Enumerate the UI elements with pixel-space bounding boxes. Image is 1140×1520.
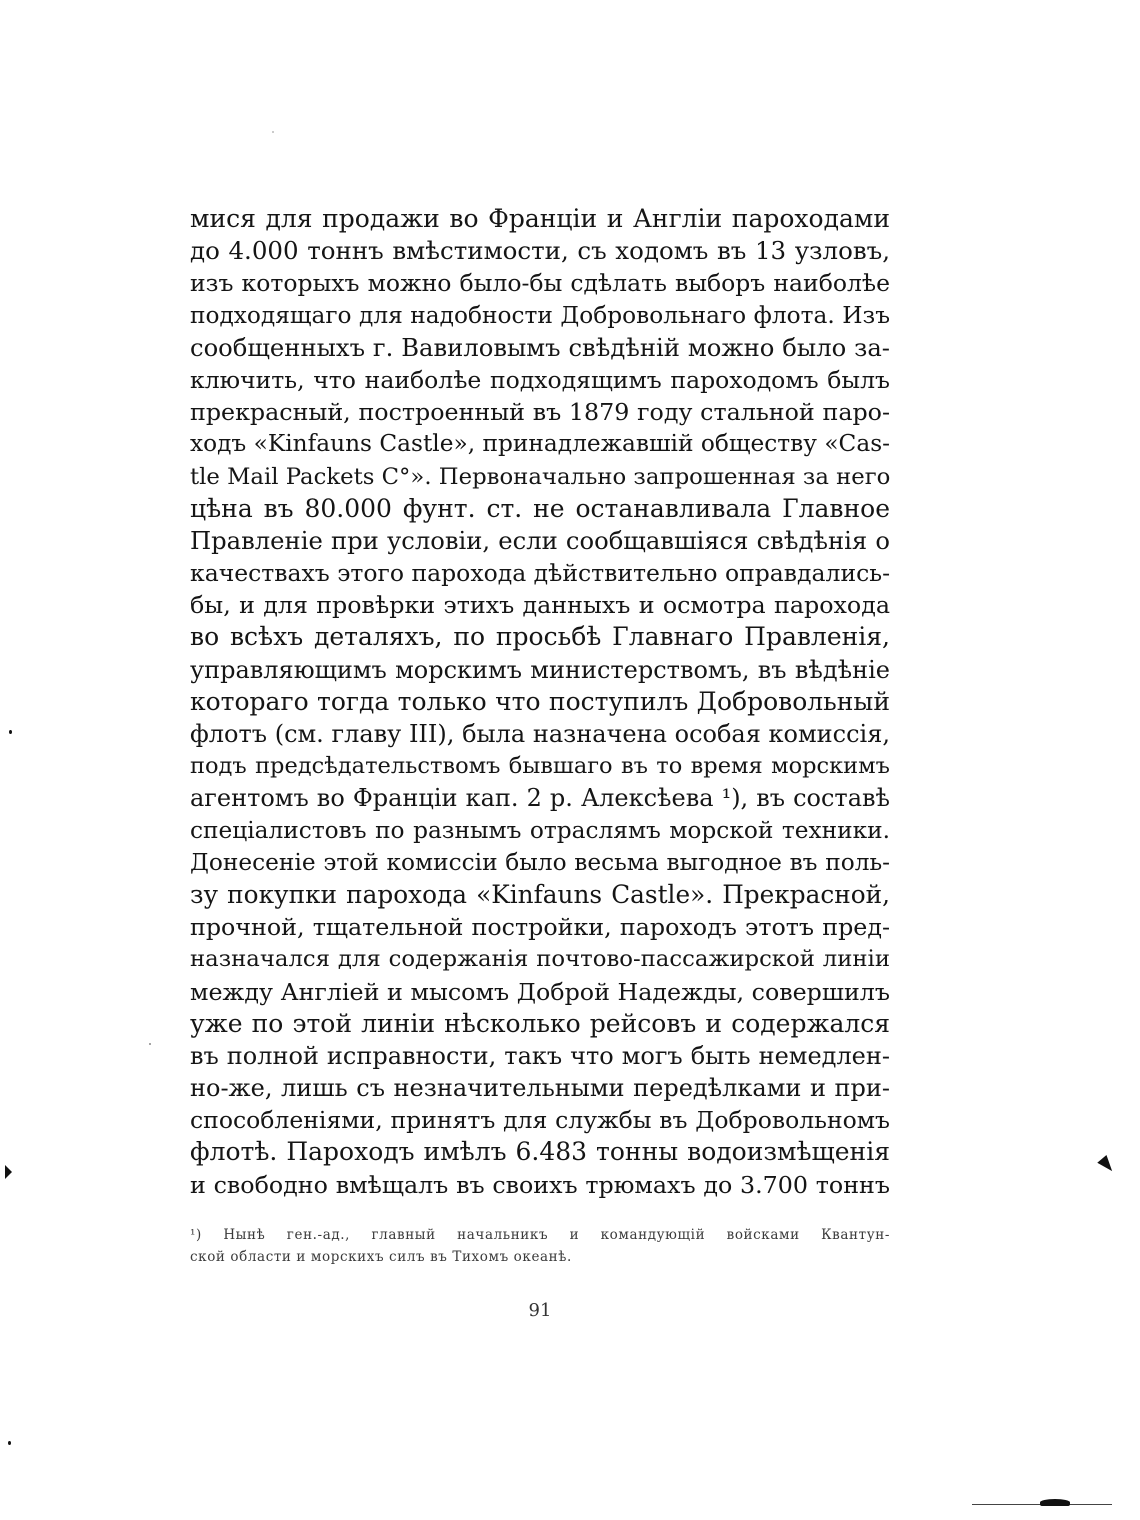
text-line: зу покупки парохода «Kinfauns Castle». Прекрасной, bbox=[190, 879, 890, 909]
text-line: Донесеніе этой комиссіи было весьма выгодное въ поль- bbox=[190, 848, 890, 876]
footnote-line: ¹) Нынѣ ген.-ад., главный начальникъ и командующій войсками Квантун- bbox=[190, 1227, 890, 1243]
text-line: способленіями, принятъ для службы въ Добровольномъ bbox=[190, 1106, 890, 1135]
text-line: качествахъ этого парохода дѣйствительно оправдались- bbox=[190, 559, 891, 588]
text-line: мися для продажи во Франціи и Англіи пароходами bbox=[190, 204, 890, 233]
text-line: tle Mail Packets C°». Первоначально запрошенная за него bbox=[190, 463, 891, 490]
text-line: сообщенныхъ г. Вавиловымъ свѣдѣній можно было за- bbox=[190, 332, 890, 362]
text-line: подходящаго для надобности Добровольнаго флота. Изъ bbox=[190, 301, 890, 329]
scan-speck bbox=[272, 131, 274, 133]
text-line: прекрасный, построенный въ 1879 году стальной паро- bbox=[190, 398, 890, 427]
text-line: но-же, лишь съ незначительными передѣлками и при- bbox=[190, 1074, 890, 1103]
text-line: флотъ (см. главу III), была назначена особая комиссія, bbox=[190, 720, 890, 748]
scan-edge-blot bbox=[1040, 1499, 1070, 1506]
text-line: между Англіей и мысомъ Доброй Надежды, совершилъ bbox=[190, 977, 890, 1006]
footnote bbox=[190, 1224, 890, 1268]
text-line: прочной, тщательной постройки, пароходъ этотъ пред- bbox=[190, 913, 890, 942]
text-line: во всѣхъ деталяхъ, по просьбѣ Главнаго Правленія, bbox=[190, 622, 890, 652]
text-line: управляющимъ морскимъ министерствомъ, въ вѣдѣніе bbox=[190, 655, 890, 684]
text-line: подъ предсѣдательствомъ бывшаго въ то время морскимъ bbox=[190, 753, 890, 780]
text-line: до 4.000 тоннъ вмѣстимости, съ ходомъ въ 13 узловъ, bbox=[190, 236, 890, 266]
scan-speck bbox=[8, 1441, 11, 1445]
text-line: и свободно вмѣщалъ въ своихъ трюмахъ до 3.700 тоннъ bbox=[190, 1170, 890, 1199]
page-number: 91 bbox=[528, 1300, 552, 1321]
text-line: агентомъ во Франціи кап. 2 р. Алексѣева ¹), въ составѣ bbox=[190, 784, 890, 813]
text-line: цѣна въ 80.000 фунт. ст. не останавливала Главное bbox=[190, 493, 890, 523]
scan-edge-mark bbox=[972, 1502, 1112, 1506]
text-line: котораго тогда только что поступилъ Добровольный bbox=[190, 686, 890, 716]
scan-speck bbox=[149, 1043, 151, 1045]
scan-arrow-mark-right bbox=[1097, 1155, 1116, 1175]
text-line: въ полной исправности, такъ что могъ быть немедлен- bbox=[190, 1041, 890, 1070]
text-line: спеціалистовъ по разнымъ отраслямъ морской техники. bbox=[190, 816, 890, 844]
text-line: изъ которыхъ можно было-бы сдѣлать выборъ наиболѣе bbox=[190, 269, 890, 298]
text-line: назначался для содержанія почтово-пассажирской линіи bbox=[190, 946, 890, 973]
body-text bbox=[190, 203, 890, 1201]
text-line: бы, и для провѣрки этихъ данныхъ и осмотра парохода bbox=[190, 591, 890, 620]
scan-speck bbox=[9, 730, 12, 734]
text-line: ключить, что наиболѣе подходящимъ пароходомъ былъ bbox=[190, 365, 890, 394]
text-line: Правленіе при условіи, если сообщавшіяся свѣдѣнія о bbox=[190, 525, 890, 555]
text-line: уже по этой линіи нѣсколько рейсовъ и содержался bbox=[190, 1008, 890, 1038]
scan-arrow-mark-left bbox=[5, 1165, 12, 1179]
text-line: флотѣ. Пароходъ имѣлъ 6.483 тонны водоизмѣщенія bbox=[190, 1137, 890, 1167]
footnote-line: ской области и морскихъ силъ въ Тихомъ океанѣ. bbox=[190, 1249, 572, 1265]
text-line: ходъ «Kinfauns Castle», принадлежавшій обществу «Cas- bbox=[190, 430, 890, 458]
